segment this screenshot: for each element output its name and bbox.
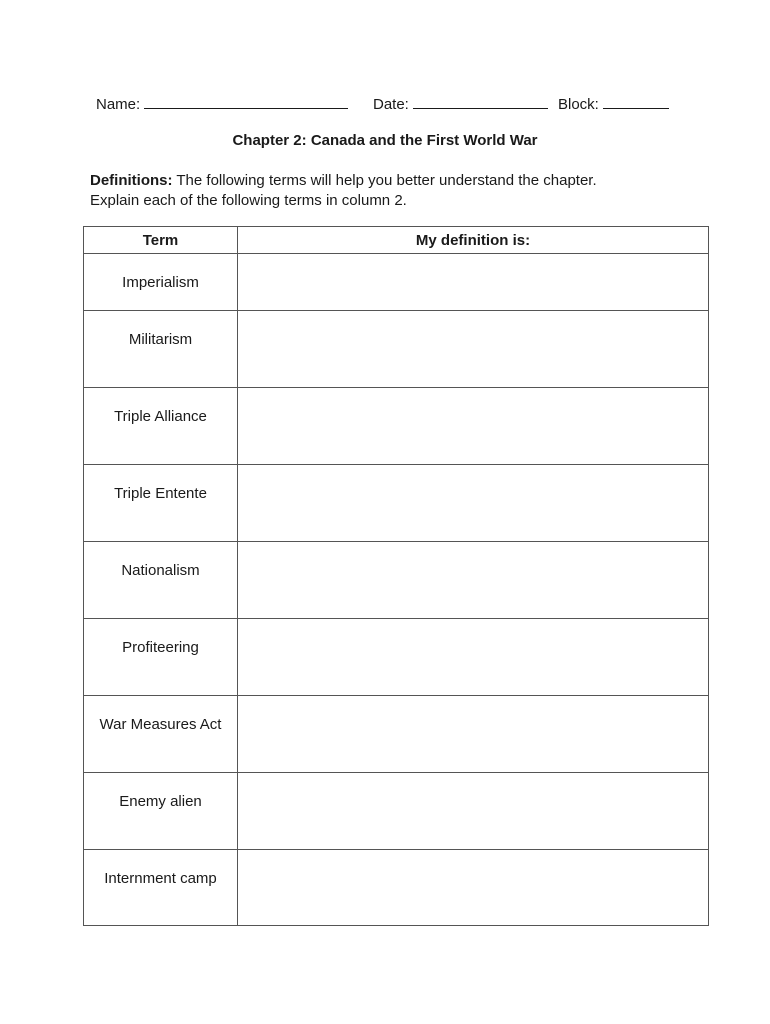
definitions-table [83,226,709,926]
definition-cell[interactable] [238,388,709,465]
date-blank[interactable] [413,94,548,109]
definition-cell[interactable] [238,465,709,542]
table-row [84,388,709,465]
definition-cell[interactable] [238,254,709,311]
term-cell: Internment camp [84,850,238,926]
term-cell: Profiteering [84,619,238,696]
name-field [96,94,348,113]
instructions [90,171,690,211]
definition-cell[interactable] [238,696,709,773]
term-cell: Triple Alliance [84,388,238,465]
table-header-row [84,227,709,254]
table-row [84,850,709,926]
table-row [84,619,709,696]
block-field [558,94,669,113]
date-field [373,94,548,113]
definition-cell[interactable] [238,850,709,926]
term-cell: Enemy alien [84,773,238,850]
definition-cell[interactable] [238,542,709,619]
instructions-text-1: The following terms will help you better understand the chapter. [172,172,597,189]
name-label: Name: [96,96,141,113]
page-title: Chapter 2: Canada and the First World War [232,132,538,149]
term-cell: Nationalism [84,542,238,619]
instructions-line-2: Explain each of the following terms in column 2. [90,192,407,209]
term-cell: Imperialism [84,254,238,311]
definition-cell[interactable] [238,311,709,388]
instructions-lead: Definitions: [90,172,173,189]
date-label: Date: [373,96,409,113]
term-cell: War Measures Act [84,696,238,773]
term-cell: Triple Entente [84,465,238,542]
table-row [84,542,709,619]
table-row [84,254,709,311]
definition-cell[interactable] [238,619,709,696]
name-blank[interactable] [144,94,348,109]
header-definition: My definition is: [238,227,709,254]
header-term: Term [84,227,238,254]
term-cell: Militarism [84,311,238,388]
table-row [84,773,709,850]
header-fields [96,94,686,114]
definition-cell[interactable] [238,773,709,850]
table-row [84,311,709,388]
block-blank[interactable] [603,94,669,109]
table-row [84,696,709,773]
instructions-line-1 [90,171,690,191]
block-label: Block: [558,96,599,113]
table-row [84,465,709,542]
